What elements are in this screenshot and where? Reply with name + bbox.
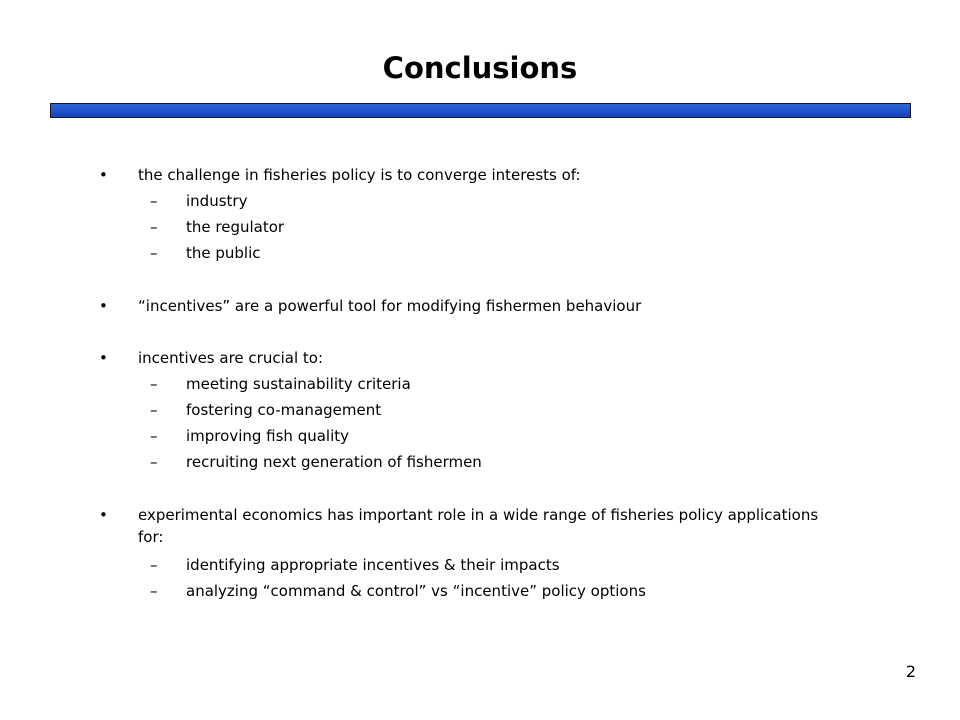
sub-bullet-text: analyzing “command & control” vs “incentive” policy options bbox=[186, 582, 646, 600]
sub-bullet-text: fostering co-management bbox=[186, 401, 382, 419]
slide-title: Conclusions bbox=[382, 51, 578, 85]
sub-bullet-marker: – bbox=[150, 375, 158, 393]
sub-bullet-marker: – bbox=[150, 218, 158, 236]
sub-bullet-text: recruiting next generation of fishermen bbox=[186, 453, 482, 471]
bullet-marker: • bbox=[99, 349, 108, 367]
bullet-marker: • bbox=[99, 506, 108, 524]
sub-bullet-text: the regulator bbox=[186, 218, 285, 236]
sub-bullet-marker: – bbox=[150, 401, 158, 419]
sub-bullet-marker: – bbox=[150, 244, 158, 262]
sub-bullet-text: industry bbox=[186, 192, 248, 210]
sub-bullet-marker: – bbox=[150, 427, 158, 445]
bullet-continuation-text: for: bbox=[138, 528, 164, 546]
bullet-text: the challenge in fisheries policy is to converge interests of: bbox=[138, 166, 581, 184]
bullet-text: “incentives” are a powerful tool for modifying fishermen behaviour bbox=[138, 297, 642, 315]
sub-bullet-text: identifying appropriate incentives & their impacts bbox=[186, 556, 560, 574]
sub-bullet-text: improving fish quality bbox=[186, 427, 350, 445]
sub-bullet-marker: – bbox=[150, 582, 158, 600]
page-number: 2 bbox=[905, 662, 916, 681]
sub-bullet-text: meeting sustainability criteria bbox=[186, 375, 411, 393]
bullet-marker: • bbox=[99, 166, 108, 184]
bullet-text: incentives are crucial to: bbox=[138, 349, 323, 367]
sub-bullet-marker: – bbox=[150, 453, 158, 471]
bullet-text: experimental economics has important role in a wide range of fisheries policy applications bbox=[138, 506, 819, 524]
sub-bullet-text: the public bbox=[186, 244, 261, 262]
sub-bullet-marker: – bbox=[150, 556, 158, 574]
bullet-marker: • bbox=[99, 297, 108, 315]
sub-bullet-marker: – bbox=[150, 192, 158, 210]
